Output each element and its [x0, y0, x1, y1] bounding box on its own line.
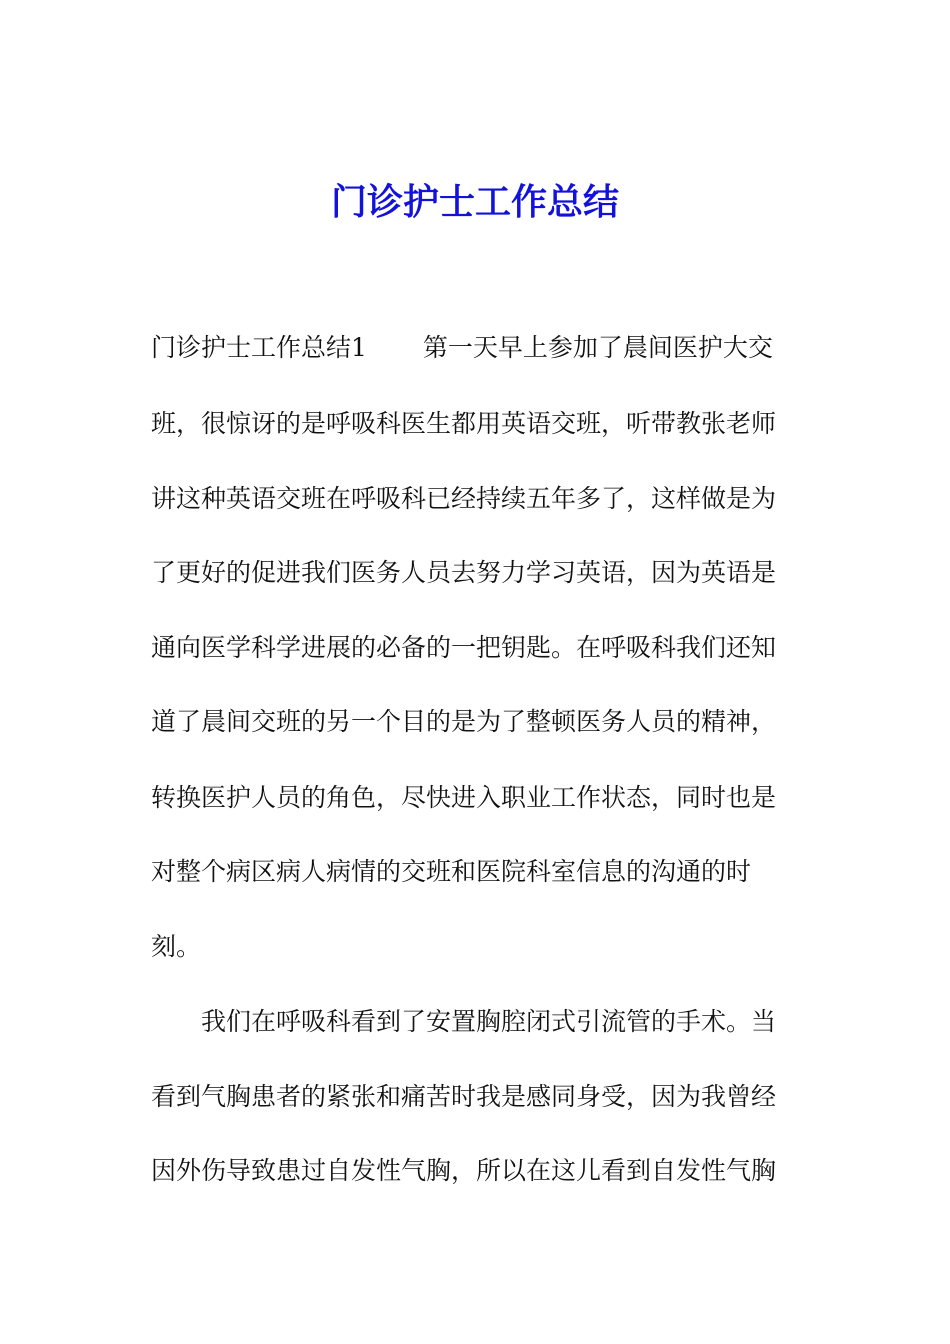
- paragraph-line: 讲这种英语交班在呼吸科已经持续五年多了，这样做是为: [151, 484, 777, 513]
- paragraph-line: 刻。: [151, 932, 202, 961]
- paragraph-line: 了更好的促进我们医务人员去努力学习英语，因为英语是: [151, 558, 777, 587]
- document-title: 门诊护士工作总结: [330, 181, 619, 223]
- paragraph-line: 看到气胸患者的紧张和痛苦时我是感同身受，因为我曾经: [151, 1082, 777, 1111]
- paragraph-line: [151, 328, 773, 368]
- paragraph-line: 因外伤导致患过自发性气胸，所以在这儿看到自发性气胸: [151, 1156, 777, 1185]
- section-heading-label: 门诊护士工作总结1: [151, 333, 367, 362]
- paragraph-line: 转换医护人员的角色，尽快进入职业工作状态，同时也是: [151, 783, 777, 812]
- paragraph-line: 我们在呼吸科看到了安置胸腔闭式引流管的手术。当: [201, 1007, 777, 1036]
- paragraph-text: 第一天早上参加了晨间医护大交: [422, 333, 773, 362]
- paragraph-line: 班，很惊讶的是呼吸科医生都用英语交班，听带教张老师: [151, 409, 777, 438]
- paragraph-line: 通向医学科学进展的必备的一把钥匙。在呼吸科我们还知: [151, 633, 777, 662]
- paragraph-line: 对整个病区病人病情的交班和医院科室信息的沟通的时: [151, 857, 752, 886]
- paragraph-line: 道了晨间交班的另一个目的是为了整顿医务人员的精神，: [151, 707, 777, 736]
